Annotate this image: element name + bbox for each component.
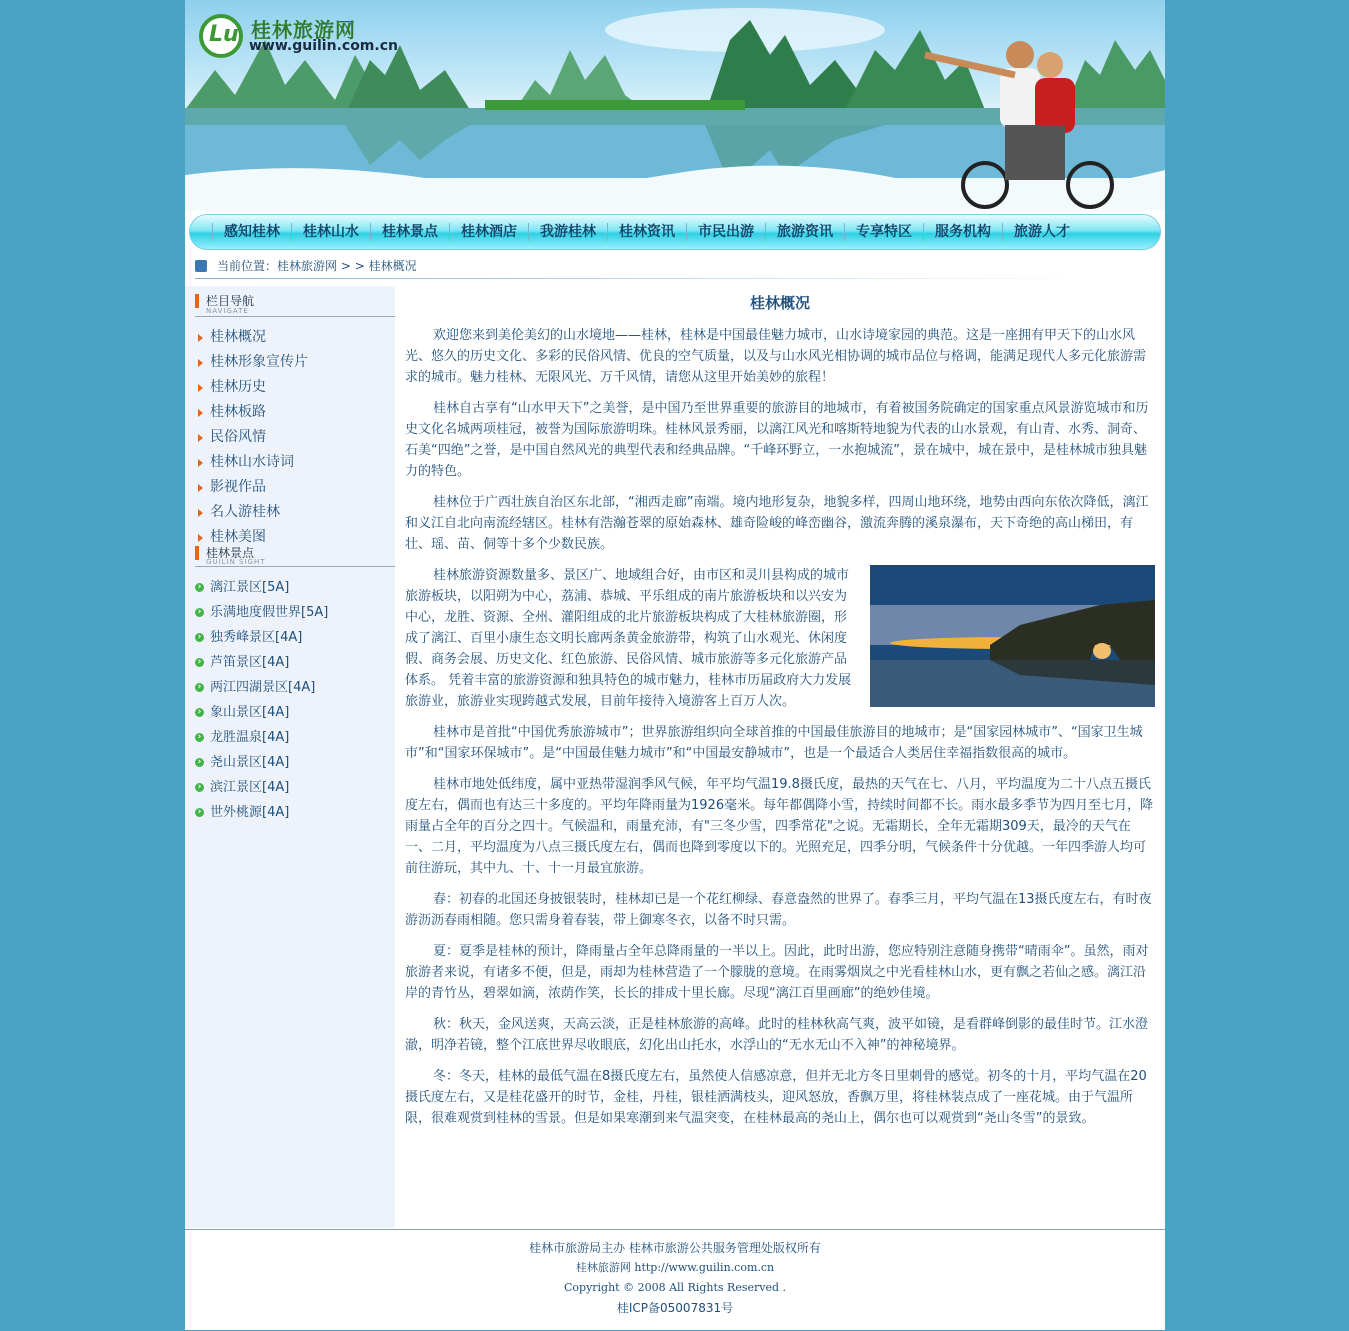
article-paragraph: 秋：秋天，金风送爽，天高云淡，正是桂林旅游的高峰。此时的桂林秋高气爽，波平如镜，是看群峰倒影的最佳时节。江水澄澈，明净若镜，整个江底世界尽收眼底，幻化出山托水，水浮山的“无水无山不入神”的神秘境界。	[405, 1017, 1149, 1053]
section-marker-icon	[195, 294, 199, 308]
nav-item[interactable]: 桂林酒店	[449, 223, 528, 241]
sidebar-sight-item[interactable]: › 独秀峰景区[4A]	[185, 625, 395, 650]
nav-item[interactable]: 我游桂林	[528, 223, 607, 241]
sidebar-nav-title: 栏目导航	[206, 294, 255, 308]
sidebar-nav-item[interactable]: 桂林概况	[185, 325, 395, 350]
logo-url: www.guilin.com.cn	[249, 38, 398, 54]
article-paragraph: 冬：冬天，桂林的最低气温在8摄氏度左右，虽然使人信感凉意，但并无北方冬日里刺骨的感觉。初冬的十月，平均气温在20摄氏度左右，又是桂花盛开的时节，金桂，丹桂，银桂洒满枝头，迎风怒放，香飘万里，将桂林装点成了一座花城。由于气温所限，很难观赏到桂林的雪景。但是如果寒潮到来气温突变，在桂林最高的尧山上，偶尔也可以观赏到“尧山冬雪”的景致。	[405, 1069, 1147, 1126]
article-paragraph: 欢迎您来到美伦美幻的山水境地——桂林，桂林是中国最佳魅力城市，山水诗境家园的典范。这是一座拥有甲天下的山水风光、悠久的历史文化、多彩的民俗风情、优良的空气质量，以及与山水风光相协调的城市品位与格调，能满足现代人多元化旅游需求的城市。魅力桂林、无限风光、万千风情，请您从这里开始美妙的旅程！	[405, 328, 1147, 385]
section-marker-icon	[195, 546, 199, 560]
sidebar-nav-item[interactable]: 影视作品	[185, 475, 395, 500]
sidebar-sight-item[interactable]: › 象山景区[4A]	[185, 700, 395, 725]
sidebar-sight-title: 桂林景点	[206, 546, 255, 560]
nav-item[interactable]: 旅游资讯	[765, 223, 844, 241]
nav-item[interactable]: 感知桂林	[212, 223, 291, 241]
nav-item[interactable]: 旅游人才	[1002, 223, 1081, 241]
sidebar-sight-item[interactable]: › 尧山景区[4A]	[185, 750, 395, 775]
breadcrumb-home-link[interactable]: 桂林旅游网	[277, 259, 338, 273]
sidebar-nav-item[interactable]: 名人游桂林	[185, 500, 395, 525]
sidebar-sight-item[interactable]: › 滨江景区[4A]	[185, 775, 395, 800]
sidebar-sight-item[interactable]: › 乐满地度假世界[5A]	[185, 600, 395, 625]
nav-item[interactable]: 桂林资讯	[607, 223, 686, 241]
breadcrumb-separator: > >	[337, 259, 369, 273]
site-logo[interactable]	[199, 12, 398, 60]
main-content	[405, 286, 1155, 1139]
article-paragraph: 春：初春的北国还身披银装时，桂林却已是一个花红柳绿、春意盎然的世界了。春季三月，平均气温在13摄氏度左右，有时夜游沥沥春雨相随。您只需身着春装，带上御寒冬衣，以备不时只需。	[405, 892, 1152, 928]
sidebar-nav-header	[195, 286, 395, 317]
sidebar-sight-item[interactable]: › 芦笛景区[4A]	[185, 650, 395, 675]
article-paragraph: 桂林位于广西壮族自治区东北部，“湘西走廊”南端。境内地形复杂，地貌多样，四周山地环绕，地势由西向东依次降低，漓江和义江自北向南流经辖区。桂林有浩瀚苍翠的原始森林、雄奇险峻的峰峦幽谷，激流奔腾的溪泉瀑布，天下奇绝的高山梯田，有壮、瑶、苗、侗等十多个少数民族。	[405, 495, 1149, 552]
sidebar-sight-item[interactable]: › 世外桃源[4A]	[185, 800, 395, 825]
page-title: 桂林概况	[749, 294, 810, 312]
location-icon	[195, 260, 207, 272]
sidebar-nav-item[interactable]: 桂林山水诗词	[185, 450, 395, 475]
sidebar-sight-title-en: GUILIN SIGHT	[206, 558, 266, 566]
main-nav	[189, 214, 1161, 250]
article-paragraph: 桂林市地处低纬度，属中亚热带湿润季风气候，年平均气温19.8摄氏度，最热的天气在七、八月，平均温度为二十八点五摄氏度左右，偶而也有达三十多度的。平均年降雨量为1926毫米。每年都偶降小雪，持续时间都不长。雨水最多季节为四月至七月，降雨量占全年的百分之四十。气候温和，雨量充沛，有"三冬少雪，四季常花"之说。无霜期长，全年无霜期309天，最冷的天气在一、二月，平均温度为八点三摄氏度左右，偶而也降到零度以下的。光照充足，四季分明，气候条件十分优越。一年四季游人均可前往游玩，其中九、十、十一月最宜旅游。	[405, 777, 1154, 876]
breadcrumb	[195, 256, 1095, 276]
sidebar-nav-item[interactable]: 桂林板路	[185, 400, 395, 425]
footer-sponsor: 桂林市旅游局主办 桂林市旅游公共服务管理处版权所有	[529, 1241, 821, 1255]
sidebar	[185, 286, 395, 1228]
breadcrumb-current: 桂林概况	[368, 259, 417, 273]
sidebar-sight-item[interactable]: › 龙胜温泉[4A]	[185, 725, 395, 750]
nav-item[interactable]: 市民出游	[686, 223, 765, 241]
nav-item[interactable]: 桂林景点	[370, 223, 449, 241]
nav-item[interactable]: 服务机构	[923, 223, 1002, 241]
article-paragraph: 夏：夏季是桂林的预计，降雨量占全年总降雨量的一半以上。因此，此时出游，您应特别注意随身携带“晴雨伞”。虽然，雨对旅游者来说，有诸多不便，但是，雨却为桂林营造了一个朦胧的意境。在雨雾烟岚之中光看桂林山水，更有飘之若仙之感。漓江沿岸的青竹丛，碧翠如滴，浓荫作笑，长长的排成十里长廊。尽现“漓江百里画廊”的绝妙佳境。	[405, 944, 1149, 1001]
logo-icon: Lu	[199, 14, 243, 58]
nav-item[interactable]: 专享特区	[844, 223, 923, 241]
sidebar-nav-item[interactable]: 桂林美图	[185, 525, 395, 550]
article-paragraph: 桂林市是首批“中国优秀旅游城市”；世界旅游组织向全球首推的中国最佳旅游目的地城市；是“国家园林城市”、“国家卫生城市”和“国家环保城市”。是“中国最佳魅力城市”和“中国最安静城市”，也是一个最适合人类居住幸福指数很高的城市。	[405, 725, 1143, 761]
sidebar-nav-item[interactable]: 民俗风情	[185, 425, 395, 450]
elephant-trunk-hill-photo	[870, 565, 1155, 707]
sidebar-nav-title-en: NAVIGATE	[206, 307, 249, 315]
sidebar-sight-item[interactable]: › 漓江景区[5A]	[185, 575, 395, 600]
breadcrumb-divider	[195, 278, 1095, 279]
page	[185, 0, 1165, 1330]
header-banner	[185, 0, 1165, 210]
sidebar-nav-item[interactable]: 桂林历史	[185, 375, 395, 400]
footer-copyright: Copyright © 2008 All Rights Reserved .	[563, 1281, 787, 1294]
sidebar-sight-item[interactable]: › 两江四湖景区[4A]	[185, 675, 395, 700]
article-paragraph: 桂林旅游资源数量多、景区广、地域组合好，由市区和灵川县构成的城市旅游板块，以阳朔为中心，荔浦、恭城、平乐组成的南片旅游板块和以兴安为中心，龙胜、资源、全州、灌阳组成的北片旅游板块构成了大桂林旅游圈，形成了漓江、百里小康生态文明长廊两条黄金旅游带，构筑了山水观光、休闲度假、商务会展、历史文化、红色旅游、民俗风情、城市旅游等多元化旅游产品体系。 凭着丰富的旅游资源和独具特色的城市魅力，桂林市历届政府大力发展旅游业，旅游业实现跨越式发展，目前年接待入境游客上百万人次。	[405, 568, 852, 709]
sidebar-nav-item[interactable]: 桂林形象宣传片	[185, 350, 395, 375]
nav-item[interactable]: 桂林山水	[291, 223, 370, 241]
footer-site[interactable]: 桂林旅游网 http://www.guilin.com.cn	[575, 1261, 775, 1274]
article-paragraph: 桂林自古享有“山水甲天下”之美誉，是中国乃至世界重要的旅游目的地城市，有着被国务院确定的国家重点风景游览城市和历史文化名城两项桂冠，被誉为国际旅游明珠。桂林风景秀丽，以漓江风光和喀斯特地貌为代表的山水景观，有山青、水秀、洞奇、石美“四绝”之誉，是中国自然风光的典型代表和经典品牌。“千峰环野立，一水抱城流”，景在城中，城在景中，是桂林城市独具魅力的特色。	[405, 401, 1149, 479]
footer-icp[interactable]: 桂ICP备05007831号	[616, 1301, 734, 1315]
breadcrumb-label: 当前位置：	[217, 259, 278, 273]
sidebar-sight-header	[195, 544, 395, 567]
footer	[185, 1229, 1165, 1331]
logo-name: 桂林旅游网	[251, 18, 356, 42]
